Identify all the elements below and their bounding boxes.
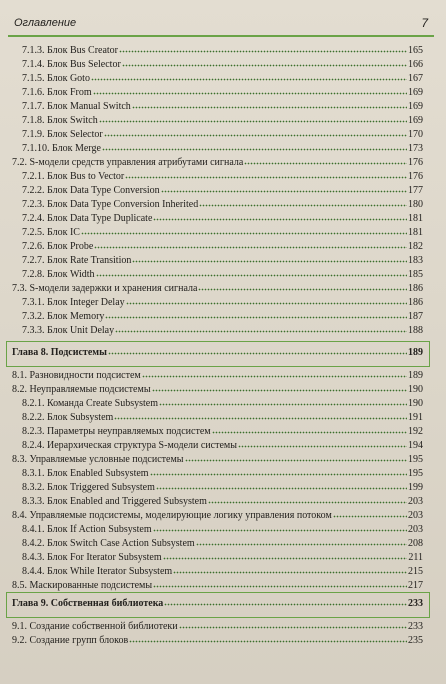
toc-entry[interactable]: 7.3. S-модели задержки и хранения сигнала 186 [12, 283, 423, 294]
toc-entry[interactable]: 8.2. Неуправляемые подсистемы 190 [12, 384, 423, 395]
toc-entry[interactable]: 7.1.10. Блок Merge 173 [22, 143, 423, 154]
toc-entry[interactable]: 7.3.1. Блок Integer Delay 186 [22, 297, 423, 308]
toc-entry[interactable]: 7.1.7. Блок Manual Switch 169 [22, 101, 423, 112]
toc-entry[interactable]: 8.4.4. Блок While Iterator Subsystem 215 [22, 566, 423, 577]
toc-entry[interactable]: 7.2.1. Блок Bus to Vector 176 [22, 171, 423, 182]
toc-entry[interactable]: 7.1.9. Блок Selector 170 [22, 129, 423, 140]
toc-entry[interactable]: 7.1.5. Блок Goto 167 [22, 73, 423, 84]
toc-entry[interactable]: 7.2.3. Блок Data Type Conversion Inherited 180 [22, 199, 423, 210]
toc-entry[interactable]: 8.3.1. Блок Enabled Subsystem 195 [22, 468, 423, 479]
toc-entry[interactable]: 7.2. S-модели средств управления атрибутами сигнала 176 [12, 157, 423, 168]
toc-entry[interactable]: 8.4.3. Блок For Iterator Subsystem 211 [22, 552, 423, 563]
toc-entry[interactable]: 8.3.3. Блок Enabled and Triggered Subsystem 203 [22, 496, 423, 507]
toc-entry[interactable]: 7.2.4. Блок Data Type Duplicate 181 [22, 213, 423, 224]
toc-entry[interactable]: 8.5. Маскированные подсистемы 217 [12, 580, 423, 591]
toc-entry[interactable]: 8.2.1. Команда Create Subsystem 190 [22, 398, 423, 409]
toc-entry[interactable]: 7.3.3. Блок Unit Delay 188 [22, 325, 423, 336]
toc-entry[interactable]: 8.1. Разновидности подсистем 189 [12, 370, 423, 381]
toc-entry[interactable]: 8.2.4. Иерархическая структура S-модели системы 194 [22, 440, 423, 451]
toc-entry[interactable]: 8.3. Управляемые условные подсистемы 195 [12, 454, 423, 465]
toc-entry[interactable]: 7.2.6. Блок Probe 182 [22, 241, 423, 252]
toc-entry[interactable]: 7.1.3. Блок Bus Creator 165 [22, 45, 423, 56]
toc-entry[interactable]: 7.2.8. Блок Width 185 [22, 269, 423, 280]
toc-chapter-8[interactable]: Глава 8. Подсистемы 189 [12, 347, 423, 358]
page-number: 7 [421, 16, 428, 30]
toc-entry[interactable]: 8.2.2. Блок Subsystem 191 [22, 412, 423, 423]
toc-entry[interactable]: 7.2.2. Блок Data Type Conversion 177 [22, 185, 423, 196]
toc-entry[interactable]: 9.1. Создание собственной библиотеки 233 [12, 621, 423, 632]
toc-entry[interactable]: 7.2.5. Блок IC 181 [22, 227, 423, 238]
running-head: Оглавление [14, 17, 77, 29]
toc-entry[interactable]: 7.1.6. Блок From 169 [22, 87, 423, 98]
toc-entry[interactable]: 9.2. Создание групп блоков 235 [12, 635, 423, 646]
toc-chapter-9[interactable]: Глава 9. Собственная библиотека 233 [12, 598, 423, 609]
toc-entry[interactable]: 7.1.8. Блок Switch 169 [22, 115, 423, 126]
toc-entry[interactable]: 7.3.2. Блок Memory 187 [22, 311, 423, 322]
toc-entry[interactable]: 8.2.3. Параметры неуправляемых подсистем 192 [22, 426, 423, 437]
toc-entry[interactable]: 8.4.1. Блок If Action Subsystem 203 [22, 524, 423, 535]
toc-entry[interactable]: 7.1.4. Блок Bus Selector 166 [22, 59, 423, 70]
toc-entry[interactable]: 8.4. Управляемые подсистемы, моделирующие логику управления потоком 203 [12, 510, 423, 521]
toc-entry[interactable]: 8.4.2. Блок Switch Case Action Subsystem 208 [22, 538, 423, 549]
toc-entry[interactable]: 7.2.7. Блок Rate Transition 183 [22, 255, 423, 266]
toc-entry[interactable]: 8.3.2. Блок Triggered Subsystem 199 [22, 482, 423, 493]
